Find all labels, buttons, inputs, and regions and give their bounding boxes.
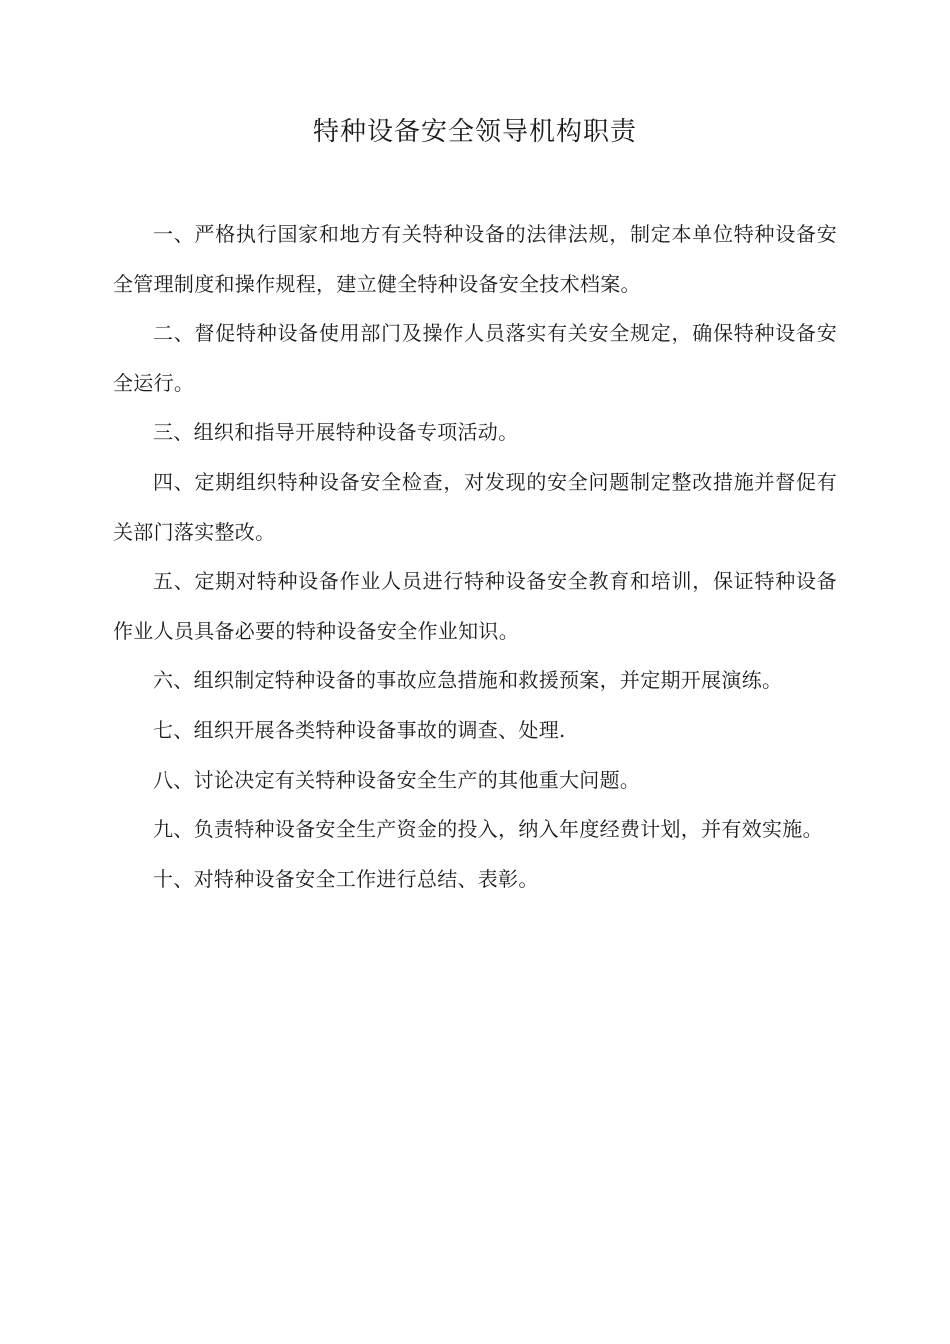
clause-3: 三、组织和指导开展特种设备专项活动。 bbox=[153, 420, 519, 445]
document-body bbox=[113, 210, 837, 904]
clause-1: 一、严格执行国家和地方有关特种设备的法律法规，制定本单位特种设备安全管理制度和操作规程，建立健全特种设备安全技术档案。 bbox=[113, 222, 837, 296]
clause-9: 九、负责特种设备安全生产资金的投入，纳入年度经费计划，并有效实施。 bbox=[153, 817, 823, 842]
clause-10: 十、对特种设备安全工作进行总结、表彰。 bbox=[153, 866, 539, 891]
clause-4: 四、定期组织特种设备安全检查，对发现的安全问题制定整改措施并督促有关部门落实整改。 bbox=[113, 469, 837, 544]
clause-8: 八、讨论决定有关特种设备安全生产的其他重大问题。 bbox=[153, 767, 641, 792]
document-title: 特种设备安全领导机构职责 bbox=[312, 117, 637, 147]
clause-5: 五、定期对特种设备作业人员进行特种设备安全教育和培训，保证特种设备作业人员具备必要的特种设备安全作业知识。 bbox=[113, 569, 837, 643]
clause-7: 七、组织开展各类特种设备事故的调查、处理. bbox=[153, 717, 566, 742]
clause-6: 六、组织制定特种设备的事故应急措施和救援预案，并定期开展演练。 bbox=[153, 668, 783, 693]
clause-2: 二、督促特种设备使用部门及操作人员落实有关安全规定，确保特种设备安全运行。 bbox=[113, 321, 837, 395]
